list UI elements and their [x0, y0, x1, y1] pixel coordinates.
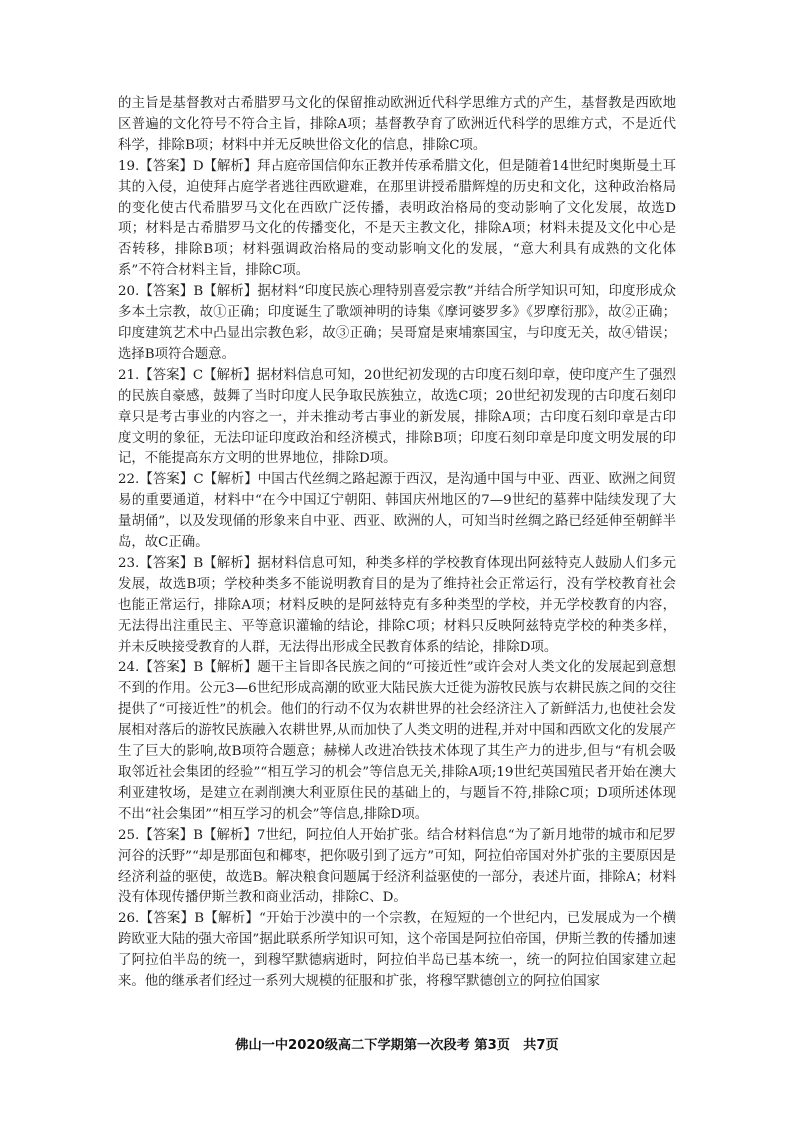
paragraph-q25: 25.【答案】B【解析】7世纪，阿拉伯人开始扩张。结合材料信息“为了新月地带的城市和尼罗河谷的沃野”“却是那面包和椰枣，把你吸引到了远方”可知，阿拉伯帝国对外扩张的主要原因是经济利益的驱使，故选B。解决粮食问题属于经济利益驱使的一部分，表述片面，排除A；材料没有体现传播伊斯兰教和商业活动，排除C、D。: [118, 827, 676, 906]
paragraph-q19: 19.【答案】D【解析】拜占庭帝国信仰东正教并传承希腊文化，但是随着14世纪时奥斯曼土耳其的入侵，迫使拜占庭学者逃往西欧避难，在那里讲授希腊辉煌的历史和文化，这种政治格局的变化使古代希腊罗马文化在西欧广泛传播，表明政治格局的变动影响了文化发展，故选D项；材料是古希腊罗马文化的传播变化，不是天主教文化，排除A项；材料未提及文化中心是否转移，排除B项；材料强调政治格局的变动影响文化的发展，“意大利具有成熟的文化体系”不符合材料主旨，排除C项。: [118, 158, 676, 279]
answer-explanations: [118, 94, 676, 993]
page-footer: 佛山一中2020级高二下学期第一次段考 第3页 共7页: [235, 1038, 559, 1053]
paragraph-q20: 20.【答案】B【解析】据材料“印度民族心理特别喜爱宗教”并结合所学知识可知，印度形成众多本土宗教，故①正确；印度诞生了歌颂神明的诗集《摩诃婆罗多》《罗摩衍那》，故②正确；印度建筑艺术中凸显出宗教色彩，故③正确；吴哥窟是柬埔寨国宝，与印度无关，故④错误；选择B项符合题意。: [118, 284, 676, 362]
paragraph-q24: 24.【答案】B【解析】题干主旨即各民族之间的“可接近性”或许会对人类文化的发展起到意想不到的作用。公元3—6世纪形成高潮的欧亚大陆民族大迁徙为游牧民族与农耕民族之间的交往提供了“可接近性”的机会。他们的行动不仅为农耕世界的社会经济注入了新鲜活力,也使社会发展相对落后的游牧民族融入农耕世界,从而加快了人类文明的进程,并对中国和西欧文化的发展产生了巨大的影响,故B项符合题意；赫梯人改进冶铁技术体现了其生产力的进步,但与“有机会吸取邻近社会集团的经验”“相互学习的机会”等信息无关,排除A项;19世纪英国殖民者开始在澳大利亚建牧场，是建立在剥削澳大利亚原住民的基础上的，与题旨不符,排除C项；D项所述体现不出“社会集团”“相互学习的机会”等信息,排除D项。: [118, 660, 676, 822]
paragraph-q21: 21.【答案】C【解析】据材料信息可知，20世纪初发现的古印度石刻印章，使印度产生了强烈的民族自豪感，鼓舞了当时印度人民争取民族独立，故选C项；20世纪初发现的古印度石刻印章只是考古事业的内容之一，并未推动考古事业的新发展，排除A项；古印度石刻印章是古印度文明的象征，无法印证印度政治和经济模式，排除B项；印度石刻印章是印度文明发展的印记，不能提高东方文明的世界地位，排除D项。: [118, 367, 676, 467]
paragraph-q26: 26.【答案】B【解析】“开始于沙漠中的一个宗教，在短短的一个世纪内，已发展成为一个横跨欧亚大陆的强大帝国”据此联系所学知识可知，这个帝国是阿拉伯帝国，伊斯兰教的传播加速了阿拉伯半岛的统一，到穆罕默德病逝时，阿拉伯半岛已基本统一，统一的阿拉伯国家建立起来。他的继承者们经过一系列大规模的征服和扩张，将穆罕默德创立的阿拉伯国家: [118, 911, 676, 990]
paragraph-q18-continued: 的主旨是基督教对古希腊罗马文化的保留推动欧洲近代科学思维方式的产生，基督教是西欧地区普遍的文化符号不符合主旨，排除A项；基督教孕育了欧洲近代科学的思维方式，不是近代科学，排除B项；材料中并无反映世俗文化的信息，排除C项。: [118, 96, 676, 153]
paragraph-q22: 22.【答案】C【解析】中国古代丝绸之路起源于西汉，是沟通中国与中亚、西亚、欧洲之间贸易的重要通道，材料中“在今中国辽宁朝阳、韩国庆州地区的7—9世纪的墓葬中陆续发现了大量胡俑”，以及发现俑的形象来自中亚、西亚、欧洲的人，可知当时丝绸之路已经延伸至朝鲜半岛，故C正确。: [118, 472, 676, 551]
paragraph-q23: 23.【答案】B【解析】据材料信息可知，种类多样的学校教育体现出阿兹特克人鼓励人们多元发展，故选B项；学校种类多不能说明教育目的是为了维持社会正常运行，没有学校教育社会也能正常运行，排除A项；材料反映的是阿兹特克有多种类型的学校，并无学校教育的内容，无法得出注重民主、平等意识灌输的结论，排除C项；材料只反映阿兹特克学校的种类多样，并未反映接受教育的人群，无法得出形成全民教育体系的结论，排除D项。: [118, 555, 676, 655]
